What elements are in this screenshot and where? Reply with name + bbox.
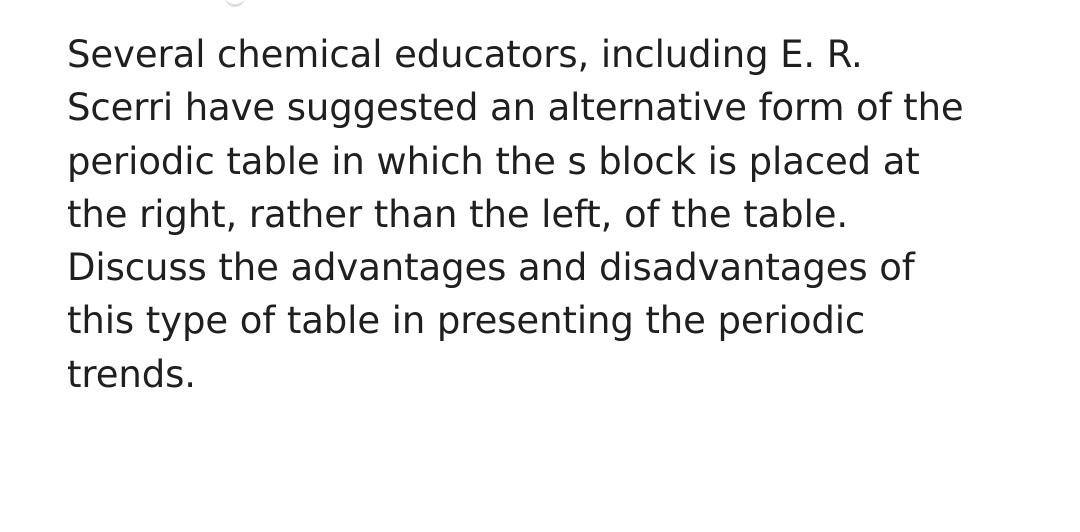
question-line: Scerri have suggested an alternative form of the: [67, 86, 964, 130]
question-line: periodic table in which the s block is placed at: [67, 139, 920, 183]
question-line: this type of table in presenting the periodic: [67, 299, 866, 343]
question-text: [67, 28, 1027, 401]
question-line: trends.: [67, 352, 196, 396]
question-line: Several chemical educators, including E. R.: [67, 33, 863, 76]
question-line: Discuss the advantages and disadvantages of: [67, 246, 915, 290]
question-line: the right, rather than the left, of the table.: [67, 192, 849, 236]
cropped-glyph-fragment: [225, 0, 245, 7]
